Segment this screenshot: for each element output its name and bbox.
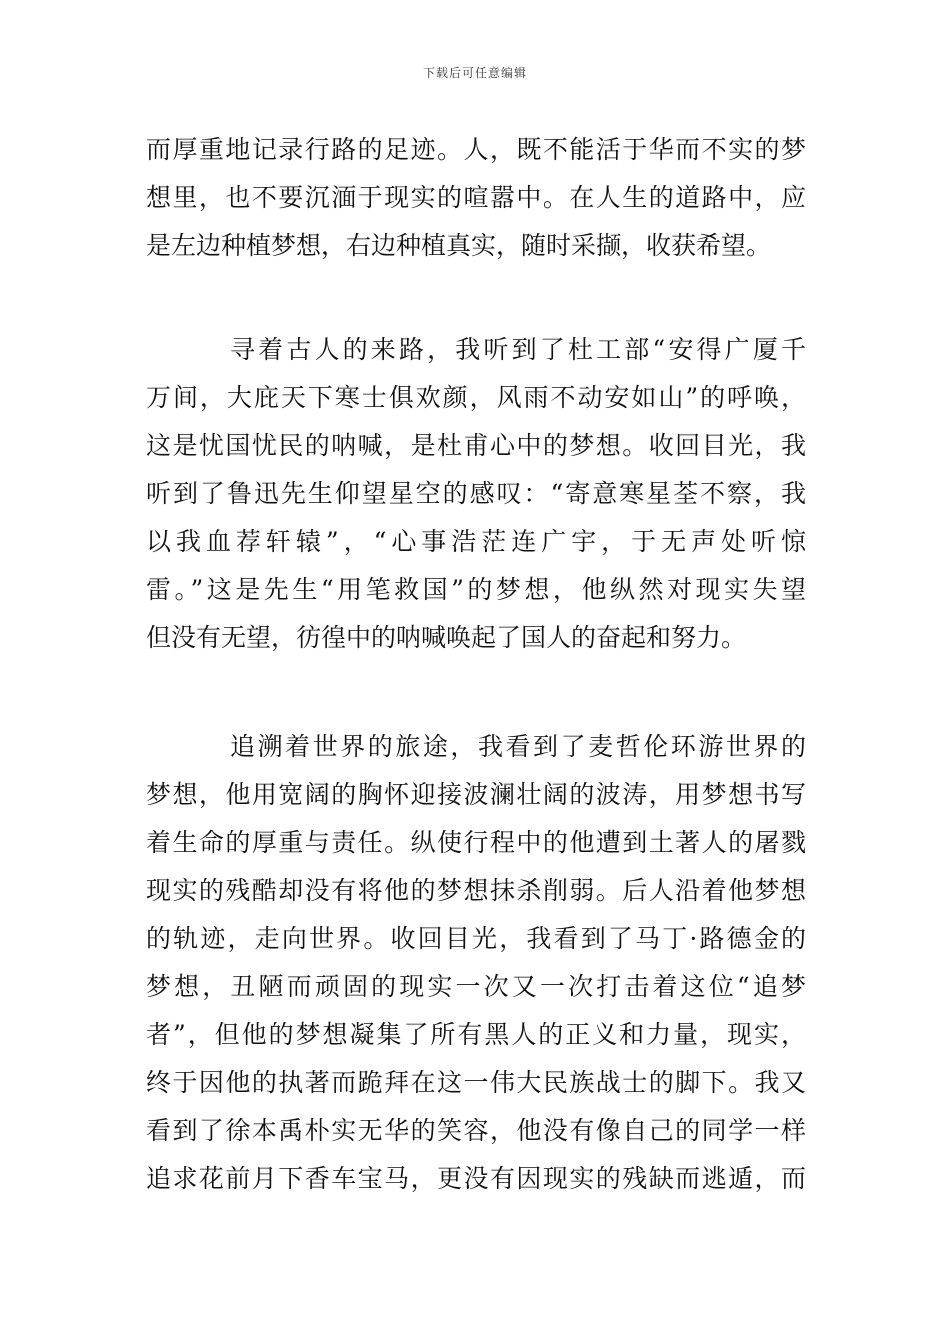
text-line: 梦想，丑陋而顽固的现实一次又一次打击着这位“追梦 <box>146 972 806 1001</box>
text-line: 者”，但他的梦想凝集了所有黑人的正义和力量，现实， <box>146 1020 806 1049</box>
text-line: 而厚重地记录行路的足迹。人，既不能活于华而不实的梦 <box>146 135 806 164</box>
text-line: 着生命的厚重与责任。纵使行程中的他遭到土著人的屠戮 <box>146 828 806 857</box>
text-line: 听到了鲁迅先生仰望星空的感叹：“寄意寒星荃不察，我 <box>146 479 806 508</box>
text-line: 寻着古人的来路，我听到了杜工部“安得广厦千 <box>230 335 806 364</box>
text-line: 的轨迹，走向世界。收回目光，我看到了马丁·路德金的 <box>146 924 806 953</box>
text-line: 终于因他的执著而跪拜在这一伟大民族战士的脚下。我又 <box>146 1068 806 1097</box>
page-header: 下载后可任意编辑 <box>422 66 527 80</box>
text-line: 万间，大庇天下寒士俱欢颜，风雨不动安如山”的呼唤， <box>146 383 806 412</box>
text-line: 现实的残酷却没有将他的梦想抹杀削弱。后人沿着他梦想 <box>146 876 806 905</box>
text-line: 但没有无望，彷徨中的呐喊唤起了国人的奋起和努力。 <box>146 623 747 652</box>
text-line: 梦想，他用宽阔的胸怀迎接波澜壮阔的波涛，用梦想书写 <box>146 780 806 809</box>
paragraph-3 <box>146 723 806 1203</box>
paragraph-1 <box>146 126 806 270</box>
text-line: 追溯着世界的旅途，我看到了麦哲伦环游世界的 <box>230 732 806 761</box>
text-line: 雷。”这是先生“用笔救国”的梦想，他纵然对现实失望 <box>146 575 806 604</box>
text-line: 是左边种植梦想，右边种植真实，随时采撷，收获希望。 <box>146 231 772 260</box>
text-line: 这是忧国忧民的呐喊，是杜甫心中的梦想。收回目光，我 <box>146 431 806 460</box>
text-line: 看到了徐本禹朴实无华的笑容，他没有像自己的同学一样 <box>146 1116 806 1145</box>
paragraph-2 <box>146 326 806 662</box>
text-line: 想里，也不要沉湎于现实的喧嚣中。在人生的道路中，应 <box>146 183 806 212</box>
text-line: 追求花前月下香车宝马，更没有因现实的残缺而逃遁，而 <box>146 1164 806 1193</box>
text-line: 以我血荐轩辕”，“心事浩茫连广宇，于无声处听惊 <box>146 527 806 556</box>
